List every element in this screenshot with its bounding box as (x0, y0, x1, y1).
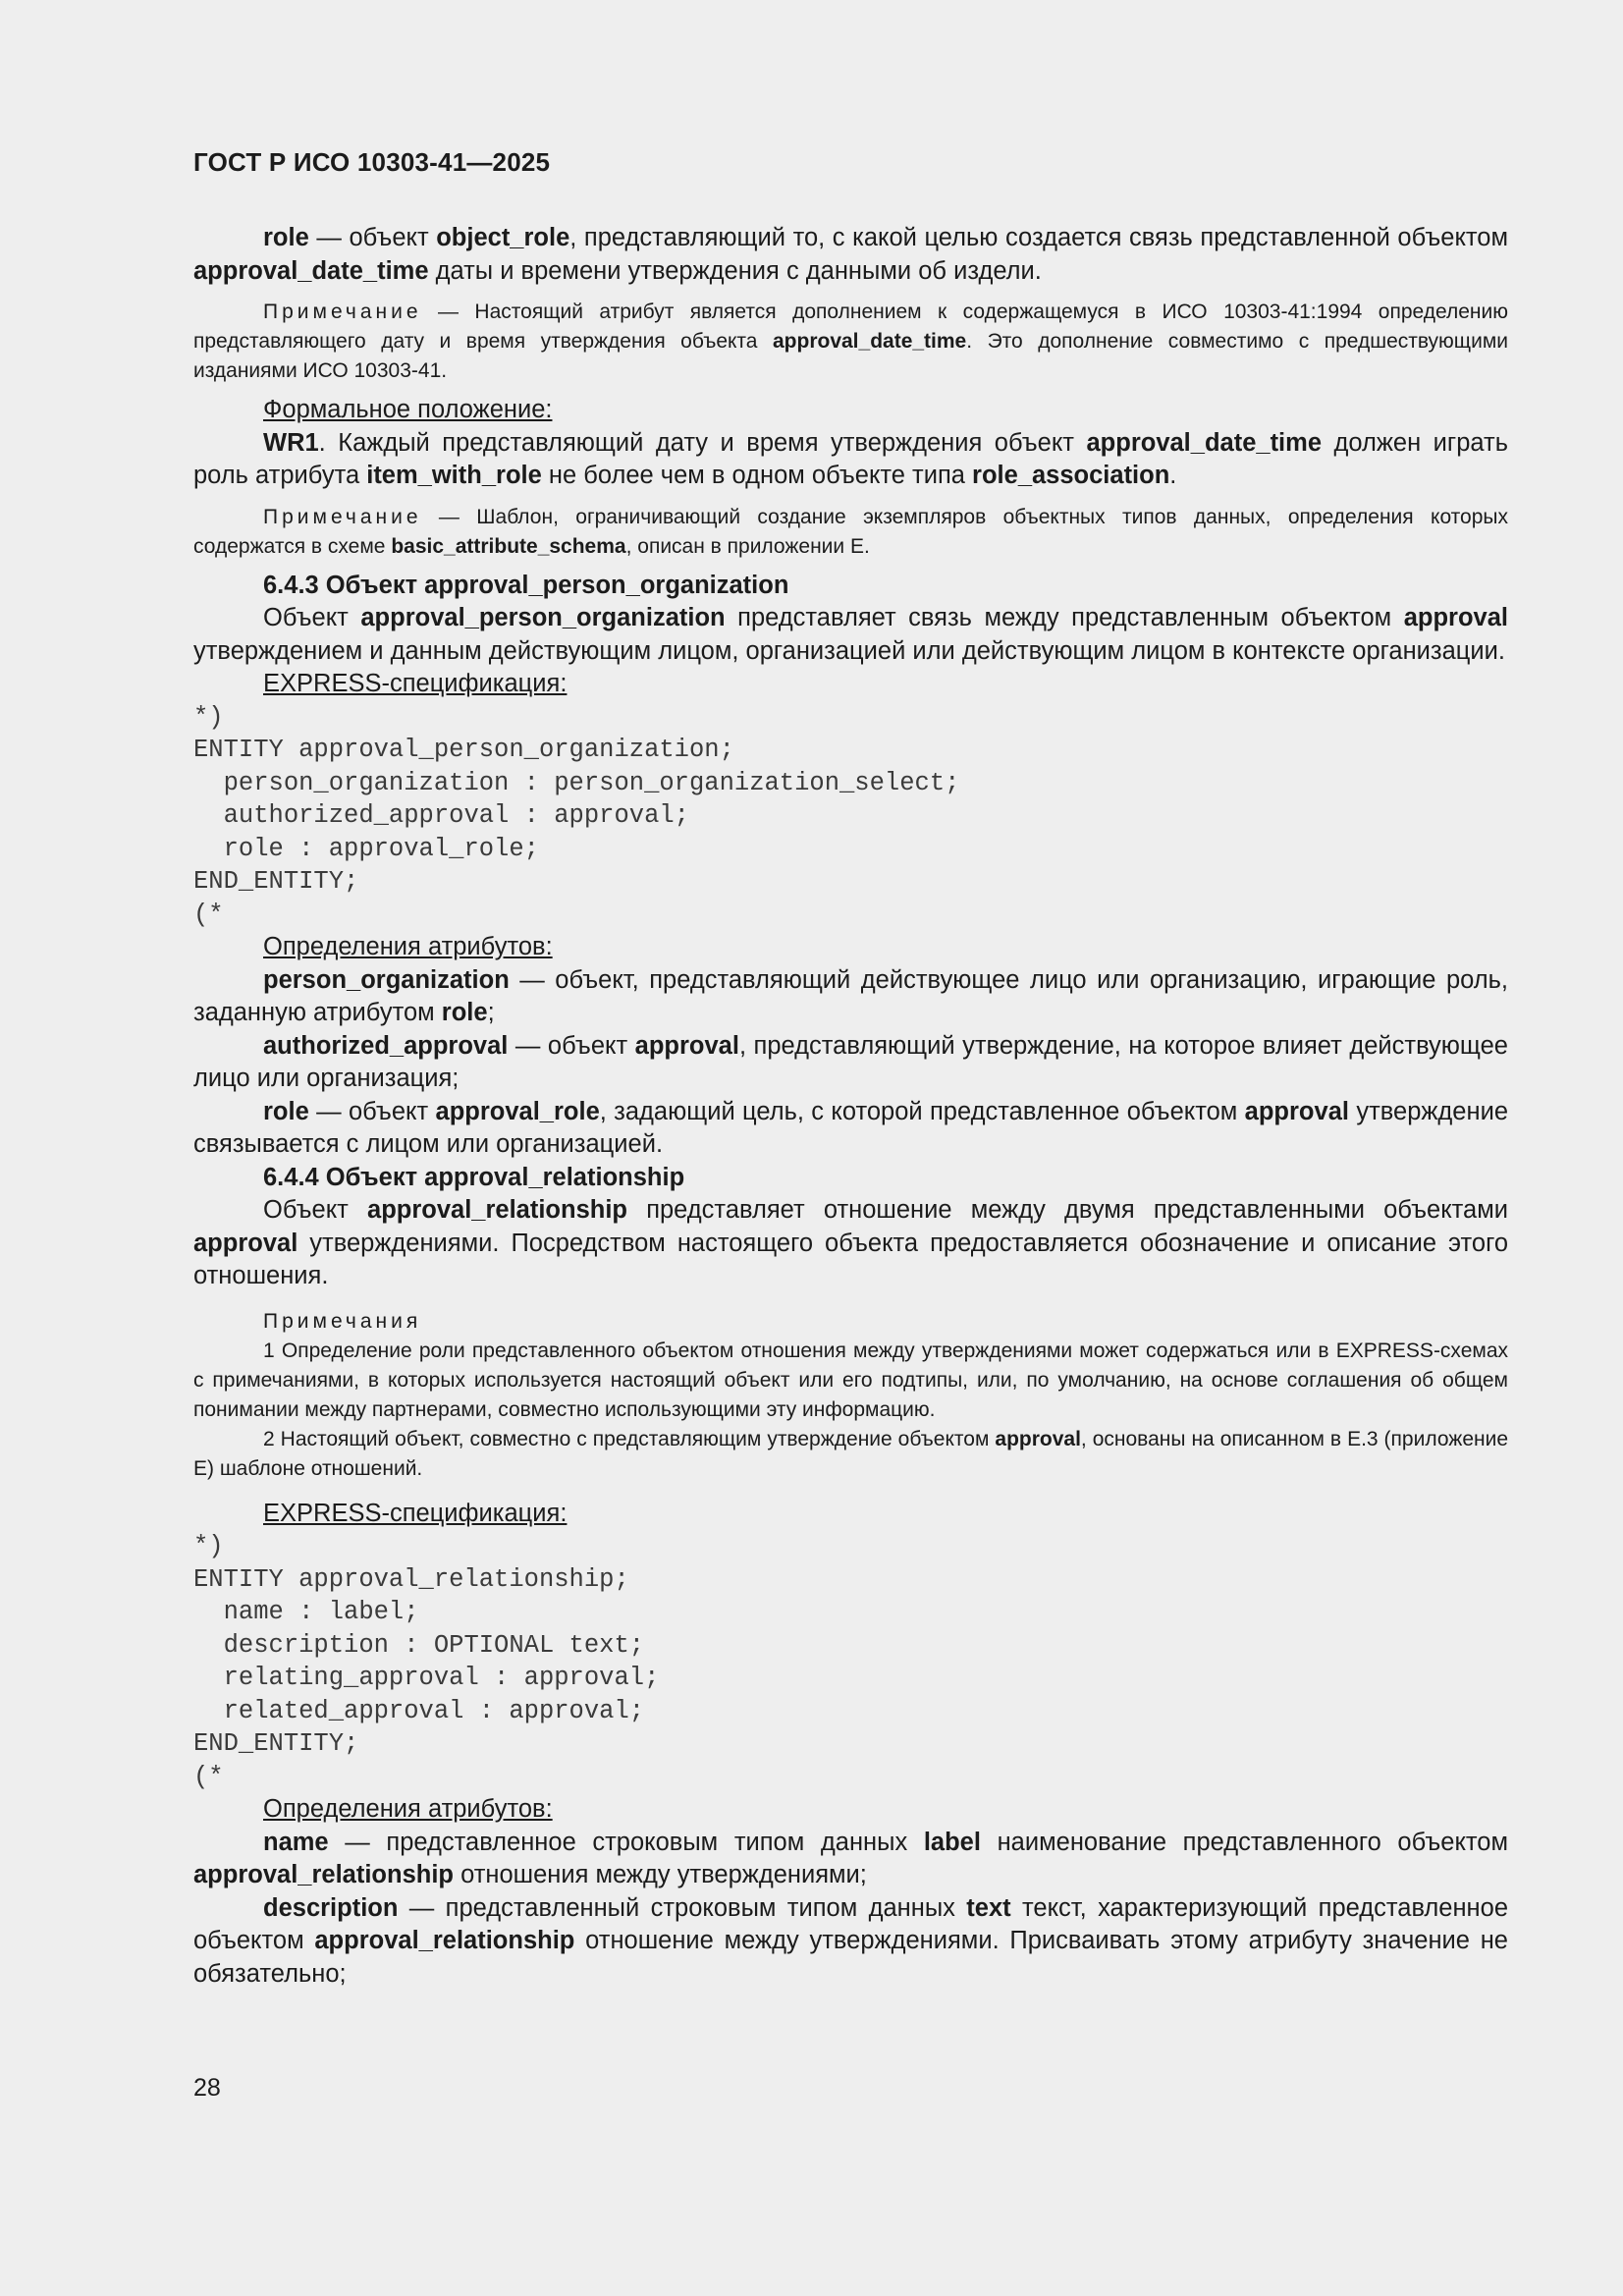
term: approval_date_time (1086, 428, 1322, 457)
text: представляет отношение между двумя представленными объектами (627, 1196, 1508, 1224)
term: approval_relationship (314, 1927, 575, 1954)
text: — Настоящий атрибут является дополнением к содержащемуся в ИСО 10303-41:1994 определению представляющего дату и время утверждения объекта (193, 301, 1508, 353)
text: — объект (308, 1097, 436, 1125)
text: — объект (308, 224, 437, 251)
text: . Это дополнение совместимо с предшествующими изданиями ИСО 10303-41. (193, 330, 1508, 382)
text: — объект, представляющий действующее лицо или организацию, играющие роль, заданную атрибутом (193, 965, 1508, 1026)
term: approval_relationship (367, 1196, 628, 1224)
text: 2 Настоящий объект, совместно с представляющим утверждение объектом (263, 1427, 996, 1450)
term: role (441, 999, 488, 1026)
text: . Каждый представляющий дату и время утверждения объект (318, 428, 1087, 457)
term: approval (1403, 604, 1508, 631)
text: , основаны на описанном в E.3 (приложение E) шаблоне отношений. (193, 1427, 1508, 1480)
term: approval_date_time (772, 330, 967, 353)
role-definition (193, 222, 1508, 288)
attribute-definition (193, 1827, 1508, 1892)
text: не более чем в одном объекте типа (541, 462, 973, 489)
text: — представленный строковым типом данных (398, 1893, 967, 1922)
standard-header: ГОСТ Р ИСО 10303-41—2025 (193, 147, 551, 177)
note (193, 298, 1508, 386)
text: ; (487, 999, 495, 1026)
term: label (923, 1828, 981, 1856)
notes-label (193, 1307, 1508, 1337)
section-paragraph (193, 1194, 1508, 1293)
attribute-defs-label (193, 931, 1508, 964)
express-code-block: *) ENTITY approval_relationship; name : label; description : OPTIONAL text; relating_approval : approval; related_approval : approval; END_ENTITY; (* (193, 1532, 660, 1791)
term: approval_person_organization (360, 604, 726, 631)
attribute-definition (193, 1096, 1508, 1162)
term: approval (995, 1427, 1081, 1450)
note-1: 1 Определение роли представленного объектом отношения между утверждениями может содержаться или в EXPRESS-схемах с примечаниями, в которых используется настоящий объект или его подтипы, или, по умолчанию, на основе соглашения об общем понимании между партнерами, совместно использующими эту информацию. (193, 1339, 1508, 1421)
text: представляет связь между представленным объектом (725, 604, 1404, 631)
term: description (263, 1893, 399, 1922)
text: — представленное строковым типом данных (328, 1828, 924, 1856)
attribute-definition (193, 964, 1508, 1030)
term: role (263, 1097, 309, 1125)
text: Объект (263, 604, 361, 631)
text: — объект (508, 1031, 635, 1060)
text: наименование представленного объектом (980, 1828, 1509, 1856)
page-number: 28 (193, 2074, 221, 2102)
note-2 (193, 1425, 1508, 1484)
term: approval_role (435, 1097, 600, 1125)
note-label: Примечания (263, 1309, 422, 1333)
term: approval_date_time (193, 256, 429, 285)
term: name (263, 1828, 329, 1856)
term: role_association (972, 462, 1170, 489)
attribute-defs-label (193, 1793, 1508, 1827)
term: item_with_role (366, 462, 542, 489)
note-label: Примечание (263, 505, 422, 528)
term: approval (1244, 1097, 1349, 1125)
term: approval (634, 1031, 739, 1060)
term: approval_relationship (193, 1861, 454, 1888)
page-body (193, 222, 1508, 1991)
text: — Шаблон, ограничивающий создание экземпляров объектных типов данных, определения которых содержатся в схеме (193, 505, 1508, 558)
section-heading-6-4-3: 6.4.3 Объект approval_person_organization (263, 571, 789, 599)
express-code-block: *) ENTITY approval_person_organization; person_organization : person_organization_select; authorized_approval : approval; role : approval_role; END_ENTITY; (* (193, 702, 960, 929)
text: отношения между утверждениями; (454, 1861, 867, 1888)
term: object_role (436, 224, 570, 251)
term: basic_attribute_schema (391, 534, 626, 558)
term: text (966, 1893, 1011, 1922)
underlined-label: EXPRESS-спецификация: (263, 1499, 568, 1527)
note (193, 503, 1508, 562)
note-label: Примечание (263, 301, 422, 323)
text: текст, характеризующий представленное объектом (193, 1893, 1509, 1954)
text: Объект (263, 1196, 368, 1224)
term: person_organization (263, 965, 510, 994)
text: , представляющий утверждение, на которое влияет действующее лицо или организация; (193, 1031, 1508, 1092)
underlined-label: Определения атрибутов: (263, 1795, 553, 1823)
wr1-rule (193, 427, 1508, 493)
section-heading-6-4-4: 6.4.4 Объект approval_relationship (263, 1163, 685, 1191)
underlined-label: EXPRESS-спецификация: (263, 670, 568, 697)
underlined-label: Определения атрибутов: (263, 933, 553, 960)
term: WR1 (263, 428, 319, 457)
section-paragraph (193, 602, 1508, 668)
attribute-definition (193, 1892, 1508, 1992)
text: утверждением и данным действующим лицом, организацией или действующим лицом в контексте организации. (193, 636, 1505, 665)
text: отношение между утверждениями. Присваивать этому атрибуту значение не обязательно; (193, 1927, 1508, 1988)
text: , описан в приложении E. (625, 534, 870, 558)
term: approval (193, 1229, 298, 1257)
formal-proposition-label (193, 394, 1508, 427)
term: role (263, 224, 309, 251)
text: , задающий цель, с которой представленное объектом (599, 1097, 1245, 1125)
text: утверждение связывается с лицом или организацией. (193, 1097, 1508, 1158)
attribute-definition (193, 1030, 1508, 1096)
text: утверждениями. Посредством настоящего объекта предоставляется обозначение и описание этого отношения. (193, 1229, 1508, 1289)
term: authorized_approval (263, 1031, 509, 1060)
text: . (1169, 462, 1177, 489)
express-spec-label (193, 668, 1508, 701)
text: даты и времени утверждения с данными об издели. (428, 256, 1042, 285)
express-spec-label (193, 1498, 1508, 1531)
text: должен играть роль атрибута (193, 428, 1508, 489)
text: , представляющий то, с какой целью создается связь представленной объектом (569, 224, 1508, 251)
underlined-label: Формальное положение: (263, 396, 553, 423)
